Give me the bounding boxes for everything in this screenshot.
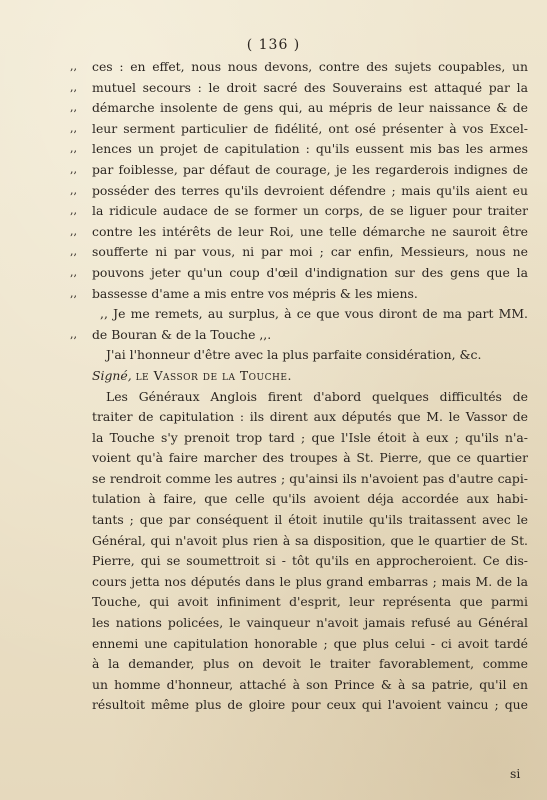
quote-marker: ,, bbox=[70, 101, 77, 115]
text-line bbox=[92, 634, 528, 655]
text-line bbox=[92, 613, 528, 634]
quote-marker: ,, bbox=[70, 80, 77, 94]
line-text: de Bouran & de la Touche ,,. bbox=[92, 326, 272, 342]
line-text: tants ; que par conséquent il étoit inutile qu'ils traitassent avec le bbox=[92, 512, 528, 528]
text-line bbox=[92, 407, 528, 428]
line-text: ,, Je me remets, au surplus, à ce que vous diront de ma part MM. bbox=[100, 306, 528, 322]
line-text: traiter de capitulation : ils dirent aux députés que M. le Vassor de bbox=[92, 409, 528, 425]
line-text: bassesse d'ame a mis entre vos mépris & les miens. bbox=[92, 285, 418, 301]
quote-marker: ,, bbox=[70, 60, 77, 73]
text-line bbox=[92, 675, 528, 696]
line-text: Général, qui n'avoit plus rien à sa disposition, que le quartier de St. bbox=[92, 532, 528, 548]
text-line bbox=[92, 304, 528, 325]
text-line bbox=[70, 242, 528, 263]
line-text: Pierre, qui se soumettroit si - tôt qu'ils en approcheroient. Ce dis- bbox=[92, 553, 528, 569]
line-text: la ridicule audace de se former un corps, de se liguer pour traiter bbox=[92, 203, 528, 219]
text-line bbox=[92, 387, 528, 408]
line-text: J'ai l'honneur d'être avec la plus parfaite considération, &c. bbox=[106, 347, 482, 363]
line-text: la Touche s'y prenoit trop tard ; que l'Isle étoit à eux ; qu'ils n'a- bbox=[92, 429, 528, 445]
text-line bbox=[92, 448, 528, 469]
text-line bbox=[70, 78, 528, 99]
text-line bbox=[70, 139, 528, 160]
quote-marker: ,, bbox=[70, 327, 77, 341]
text-line bbox=[92, 469, 528, 490]
text-line bbox=[92, 345, 528, 366]
line-text: se rendroit comme les autres ; qu'ainsi ils n'avoient pas d'autre capi- bbox=[92, 470, 528, 486]
text-line bbox=[70, 160, 528, 181]
line-text: cours jetta nos députés dans le plus grand embarras ; mais M. de la bbox=[92, 573, 528, 589]
line-text: voient qu'à faire marcher des troupes à St. Pierre, que ce quartier bbox=[92, 450, 528, 466]
quote-marker: ,, bbox=[70, 142, 77, 156]
text-line bbox=[92, 572, 528, 593]
body-text bbox=[70, 57, 528, 716]
text-line bbox=[70, 98, 528, 119]
line-text: leur serment particulier de fidélité, ont osé présenter à vos Excel- bbox=[92, 120, 528, 136]
text-line bbox=[70, 325, 528, 346]
text-line bbox=[92, 695, 528, 716]
line-text: à la demander, plus on devoit le traiter favorablement, comme bbox=[92, 656, 528, 672]
line-text bbox=[92, 366, 528, 387]
line-text: Les Généraux Anglois firent d'abord quelques difficultés de bbox=[106, 388, 528, 404]
quote-marker: ,, bbox=[70, 162, 77, 176]
text-line bbox=[92, 489, 528, 510]
text-line bbox=[92, 531, 528, 552]
quote-marker: ,, bbox=[70, 224, 77, 238]
line-text: résultoit même plus de gloire pour ceux qui l'avoient vaincu ; que bbox=[92, 697, 528, 713]
quote-marker: ,, bbox=[70, 183, 77, 197]
text-line bbox=[92, 654, 528, 675]
line-text: lences un projet de capitulation : qu'ils eussent mis bas les armes bbox=[92, 141, 528, 157]
text-line bbox=[92, 592, 528, 613]
catchword: si bbox=[510, 766, 521, 781]
line-text: un homme d'honneur, attaché à son Prince & à sa patrie, qu'il en bbox=[92, 676, 528, 692]
quote-marker: ,, bbox=[70, 204, 77, 218]
line-text: posséder des terres qu'ils devroient défendre ; mais qu'ils aient eu bbox=[92, 182, 528, 198]
text-line bbox=[70, 284, 528, 305]
line-text: tulation à faire, que celle qu'ils avoient déja accordée aux habi- bbox=[92, 491, 528, 507]
text-line bbox=[70, 263, 528, 284]
page-number: ( 136 ) bbox=[246, 37, 301, 53]
line-text: contre les intérêts de leur Roi, une telle démarche ne sauroit être bbox=[92, 223, 528, 239]
text-line bbox=[92, 366, 528, 387]
line-text: les nations policées, le vainqueur n'avoit jamais refusé au Général bbox=[92, 615, 528, 631]
line-text: Touche, qui avoit infiniment d'esprit, leur représenta que parmi bbox=[92, 594, 528, 610]
quote-marker: ,, bbox=[70, 265, 77, 279]
line-text: ennemi une capitulation honorable ; que plus celui - ci avoit tardé bbox=[92, 635, 528, 651]
text-line bbox=[92, 428, 528, 449]
text-line bbox=[70, 201, 528, 222]
text-line bbox=[70, 57, 528, 78]
quote-marker: ,, bbox=[70, 121, 77, 135]
quote-marker: ,, bbox=[70, 245, 77, 259]
line-text: par foiblesse, par défaut de courage, je les regarderois indignes de bbox=[92, 161, 528, 177]
line-text: démarche insolente de gens qui, au mépris de leur naissance & de bbox=[92, 100, 528, 116]
text-line bbox=[70, 181, 528, 202]
signature-label: Signé, bbox=[92, 367, 136, 383]
text-line bbox=[70, 222, 528, 243]
line-text: soufferte ni par vous, ni par moi ; car enfin, Messieurs, nous ne bbox=[92, 244, 528, 260]
quote-marker: ,, bbox=[70, 286, 77, 300]
line-text: ces : en effet, nous nous devons, contre des sujets coupables, un bbox=[92, 59, 528, 74]
text-line bbox=[70, 119, 528, 140]
text-line bbox=[92, 551, 528, 572]
signature-name: le Vassor de la Touche. bbox=[135, 367, 292, 383]
text-line bbox=[92, 510, 528, 531]
line-text: pouvons jeter qu'un coup d'œil d'indignation sur des gens que la bbox=[92, 264, 528, 280]
line-text: mutuel secours : le droit sacré des Souverains est attaqué par la bbox=[92, 79, 528, 95]
